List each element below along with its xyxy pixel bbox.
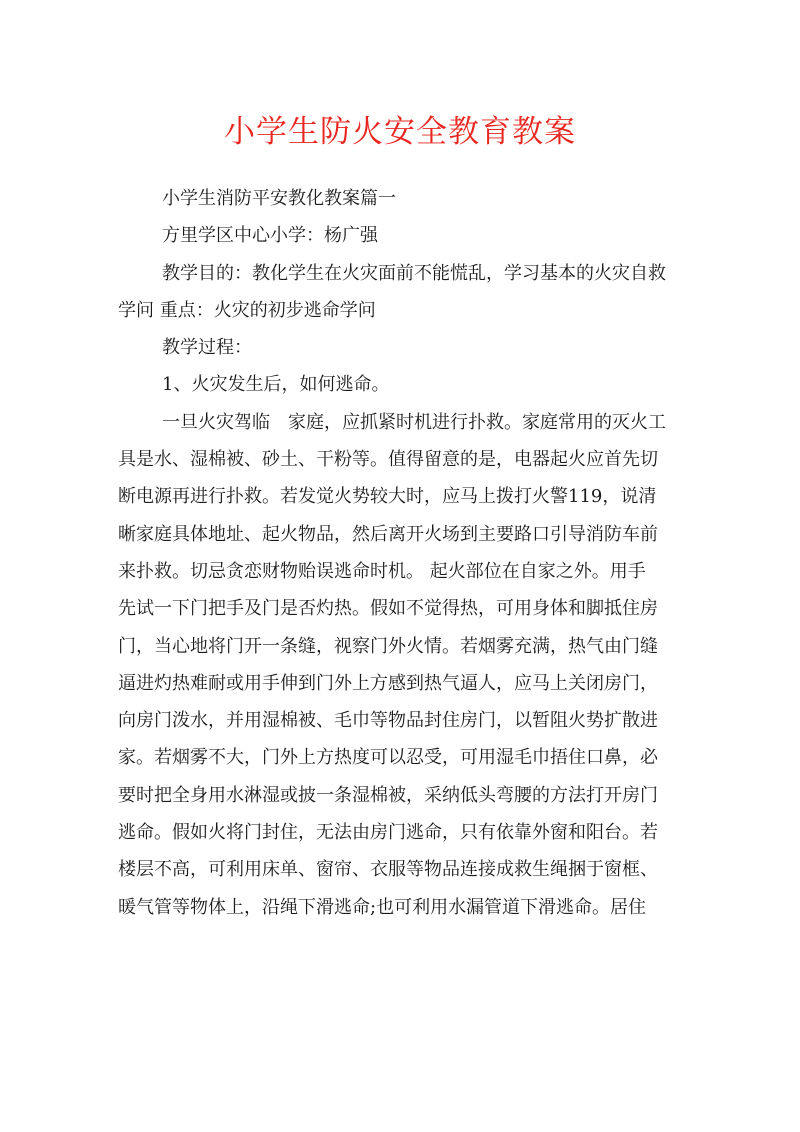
body-line: 小学生消防平安教化教案篇一 — [162, 188, 396, 209]
body-line: 教学目的：教化学生在火灾面前不能慌乱，学习基本的火灾自救 — [162, 262, 666, 284]
body-line: 家。若烟雾不大，门外上方热度可以忍受，可用湿毛巾捂住口鼻，必 — [118, 747, 658, 769]
body-line: 先试一下门把手及门是否灼热。假如不觉得热，可用身体和脚抵住房 — [118, 598, 658, 620]
body-line: 门，当心地将门开一条缝，视察门外火情。若烟雾充满，热气由门缝 — [118, 635, 658, 657]
body-line: 教学过程： — [162, 337, 252, 359]
body-line: 要时把全身用水淋湿或披一条湿棉被，采纳低头弯腰的方法打开房门 — [118, 784, 658, 806]
document-title: 小学生防火安全教育教案 — [224, 114, 576, 150]
body-line: 暖气管等物体上，沿绳下滑逃命;也可利用水漏管道下滑逃命。居住 — [118, 896, 647, 918]
body-line: 断电源再进行扑救。若发觉火势较大时，应马上拨打火警119，说清 — [118, 486, 657, 508]
body-line: 学问 重点：火灾的初步逃命学问 — [118, 299, 376, 321]
body-line: 向房门泼水，并用湿棉被、毛巾等物品封住房门，以暂阻火势扩散进 — [118, 710, 658, 732]
body-line: 逼进灼热难耐或用手伸到门外上方感到热气逼人，应马上关闭房门， — [118, 672, 658, 694]
body-line: 逃命。假如火将门封住，无法由房门逃命，只有依靠外窗和阳台。若 — [118, 822, 658, 844]
body-line: 来扑救。切忌贪恋财物贻误逃命时机。 起火部位在自家之外。用手 — [118, 560, 646, 582]
body-line: 1、火灾发生后，如何逃命。 — [162, 374, 390, 396]
document-body — [118, 180, 683, 926]
body-line: 具是水、湿棉被、砂土、干粉等。值得留意的是，电器起火应首先切 — [118, 449, 658, 471]
body-line: 一旦火灾驾临 家庭，应抓紧时机进行扑救。家庭常用的灭火工 — [162, 411, 666, 433]
body-line: 方里学区中心小学：杨广强 — [162, 225, 378, 247]
body-line: 晰家庭具体地址、起火物品，然后离开火场到主要路口引导消防车前 — [118, 523, 658, 545]
body-line: 楼层不高，可利用床单、窗帘、衣服等物品连接成救生绳捆于窗框、 — [118, 859, 658, 881]
